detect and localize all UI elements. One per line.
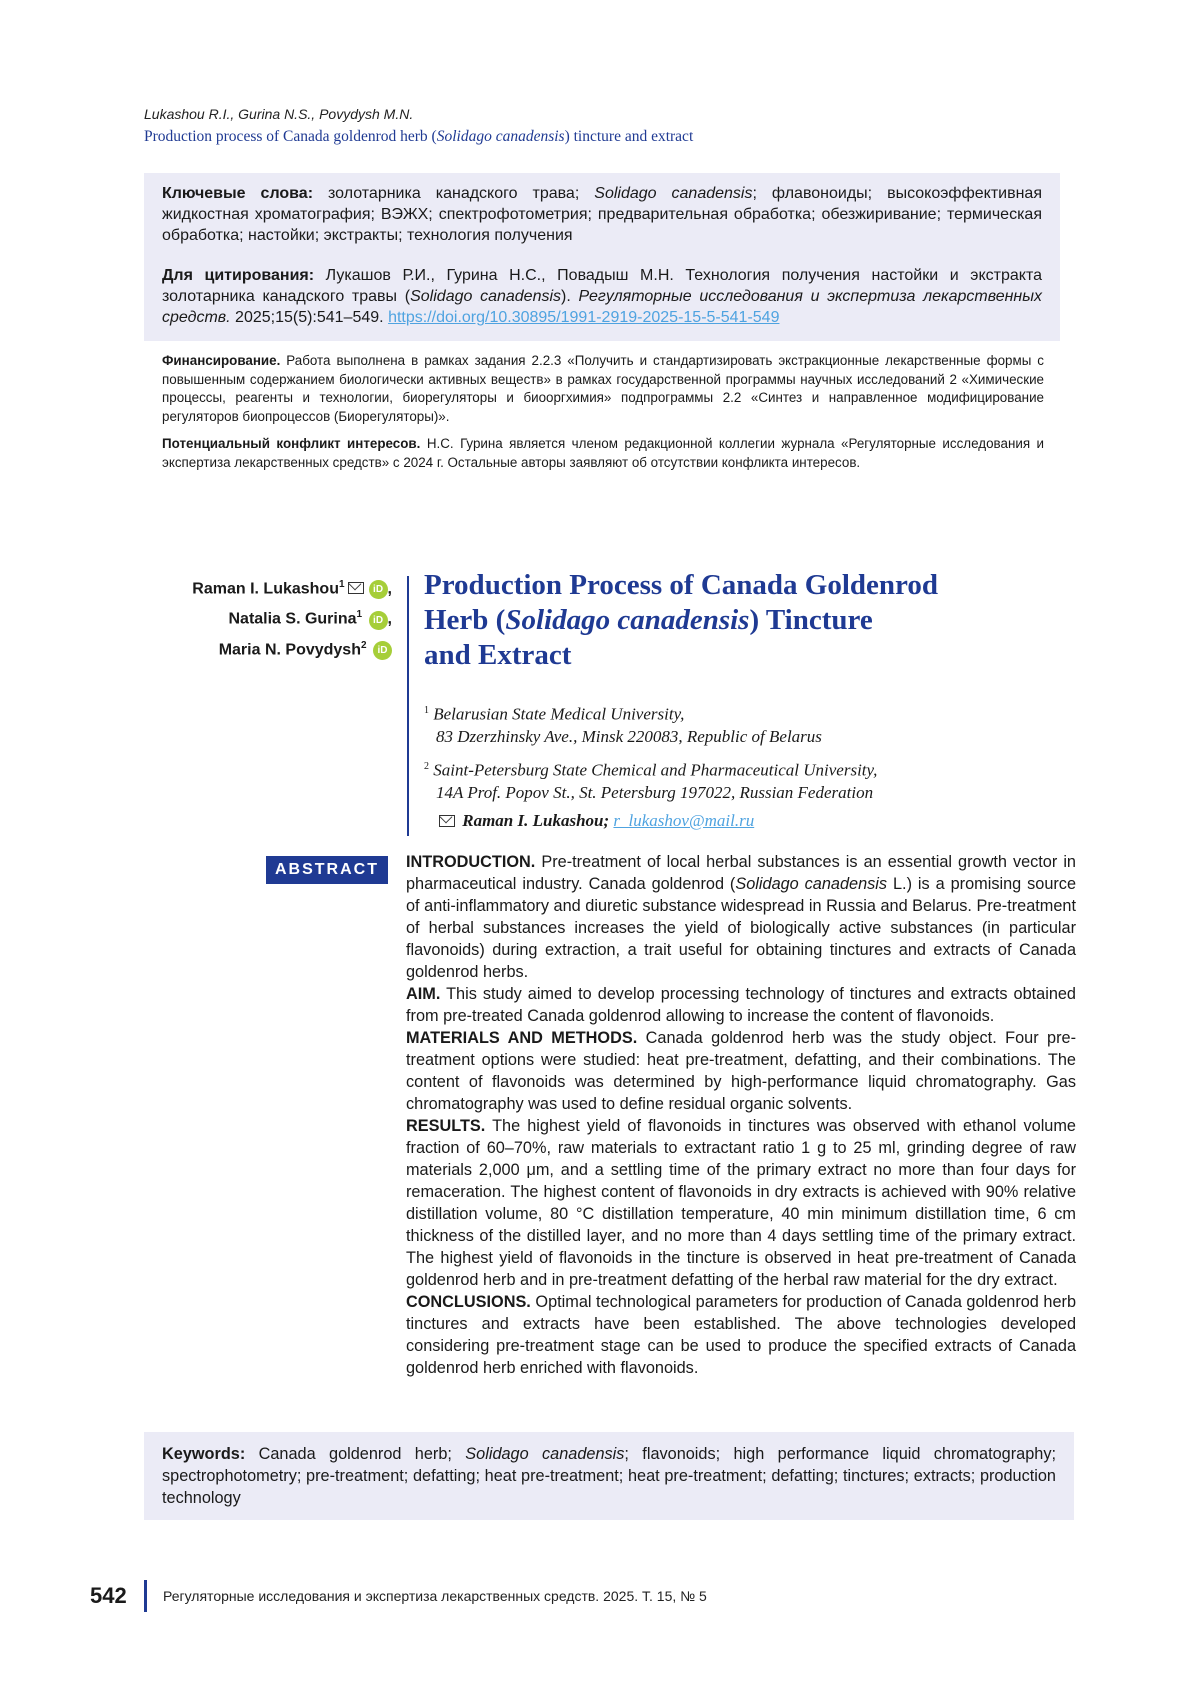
footer-divider [144, 1580, 147, 1612]
orcid-icon[interactable]: iD [369, 611, 388, 630]
en-keywords: Keywords: Canada goldenrod herb; Solidago canadensis; flavonoids; high performance liquid chromatography; spectrophotometry; pre-treatment; defatting; heat pre-treatment; heat pre-treatment; defatting; tinctures; extracts; production technology [162, 1445, 1056, 1507]
ru-keywords: Ключевые слова: золотарника канадского трава; Solidago canadensis; флавоноиды; высокоэффективная жидкостная хроматография; ВЭЖХ; спектрофотометрия; предварительная обработка; обезжиривание; термическая обработка; настойки; экстракты; технология получения [162, 185, 1042, 244]
abstract-badge: ABSTRACT [266, 856, 388, 884]
orcid-icon[interactable]: iD [369, 580, 388, 599]
title-divider [407, 576, 409, 836]
affiliation-2: $^2$ Saint-Petersburg State Chemical and Pharmaceutical University, 14A Prof. Popov St., St. Petersburg 197022, Russian Federation [424, 760, 878, 802]
abstract-conclusions: CONCLUSIONS. Optimal technological parameters for production of Canada goldenrod herb tinctures and extracts have been established. The above technologies developed considering pre-treatment stage can be used to produce the specified extracts of Canada goldenrod herb enriched with flavonoids. [406, 1293, 1076, 1377]
running-header-title: Production process of Canada goldenrod herb (Solidago canadensis) tincture and extract [144, 128, 694, 145]
running-header-authors: Lukashou R.I., Gurina N.S., Povydysh M.N. [144, 106, 414, 122]
author-item: Maria N. Povydysh$^2$ iD [192, 633, 392, 663]
abstract-introduction: INTRODUCTION. Pre-treatment of local herbal substances is an essential growth vector in pharmaceutical industry. Canada goldenrod (Solidago canadensis L.) is a promising source of anti-inflammatory and diuretic substance widespread in Russia and Belarus. Pre-treatment of herbal substances increases the yield of biologically active substances (in particular flavonoids) during extraction, a trait useful for obtaining tinctures and extracts of Canada goldenrod herbs. [406, 853, 1076, 981]
conflict-of-interest: Потенциальный конфликт интересов. Н.С. Гурина является членом редакционной коллегии журнала «Регуляторные исследования и экспертиза лекарственных средств» с 2024 г. Остальные авторы заявляют об отсутствии конфликта интересов. [162, 436, 1044, 470]
russian-keywords-citation-box [144, 173, 1060, 341]
ru-citation: Для цитирования: Лукашов Р.И., Гурина Н.С., Повадыш М.Н. Технология получения настойки и экстракта золотарника канадского травы (Solidago canadensis). Регуляторные исследования и экспертиза лекарственных средств. 2025;15(5):541–549. https://doi.org/10.30895/1991-2919-2025-15-5-541-549 [162, 267, 1043, 326]
envelope-icon [439, 815, 455, 827]
page-number: 542 [90, 1583, 127, 1608]
orcid-icon[interactable]: iD [373, 641, 392, 660]
abstract-results: RESULTS. The highest yield of flavonoids in tinctures was observed with ethanol volume fraction of 60–70%, raw materials to extractant ratio 1 g to 25 ml, grinding degree of raw materials 2,000 μm, and a settling time of the primary extract no more than four days for remaceration. The highest content of flavonoids in dry extracts is achieved with 90% relative distillation volume, 80 °C distillation temperature, 40 min minimum distillation time, 6 cm thickness of the distilled layer, and no more than 4 days settling time of the primary extract. The highest yield of flavonoids in the tincture is observed in heat pre-treatment of Canada goldenrod herb and in pre-treatment defatting of the herbal raw material for the dry extract. [406, 1117, 1076, 1289]
affiliation-1: $^1$ Belarusian State Medical University, 83 Dzerzhinsky Ave., Minsk 220083, Republic of Belarus [424, 704, 822, 746]
footer-journal: Регуляторные исследования и экспертиза лекарственных средств. 2025. Т. 15, № 5 [163, 1588, 707, 1604]
abstract-methods: MATERIALS AND METHODS. Canada goldenrod herb was the study object. Four pre-treatment options were studied: heat pre-treatment, defatting, and their combinations. The content of flavonoids was determined by high-performance liquid chromatography. Gas chromatography was used to define residual organic solvents. [406, 1029, 1077, 1113]
envelope-icon [348, 582, 364, 594]
funding-statement: Финансирование. Работа выполнена в рамках задания 2.2.3 «Получить и стандартизировать экстракционные лекарственные формы с повышенным содержанием биологически активных веществ» в рамках государственной программы научных исследований 2 «Химические процессы, реагенты и технологии, биорегуляторы и биооргхимия» подпрограммы 2.2 «Синтез и направленное модифицирование регуляторов биопроцессов (Биорегуляторы)». [162, 353, 1044, 424]
doi-link[interactable]: https://doi.org/10.30895/1991-2919-2025-15-5-541-549 [388, 309, 780, 326]
abstract-text [406, 851, 1076, 1379]
author-list [192, 572, 392, 663]
abstract-aim: AIM. This study aimed to develop processing technology of tinctures and extracts obtained from pre-treated Canada goldenrod allowing to increase the content of flavonoids. [406, 985, 1076, 1025]
author-item: Natalia S. Gurina$^1$ iD , [228, 609, 392, 628]
english-keywords-box [144, 1432, 1074, 1520]
correspondence: Raman I. Lukashou; r_lukashov@mail.ru [436, 811, 754, 831]
article-title: Production Process of Canada Goldenrod Herb (Solidago canadensis) Tincture and Extract [424, 569, 938, 671]
email-link[interactable]: r_lukashov@mail.ru [613, 811, 755, 830]
author-item: Raman I. Lukashou$^1$ iD , [192, 579, 392, 598]
